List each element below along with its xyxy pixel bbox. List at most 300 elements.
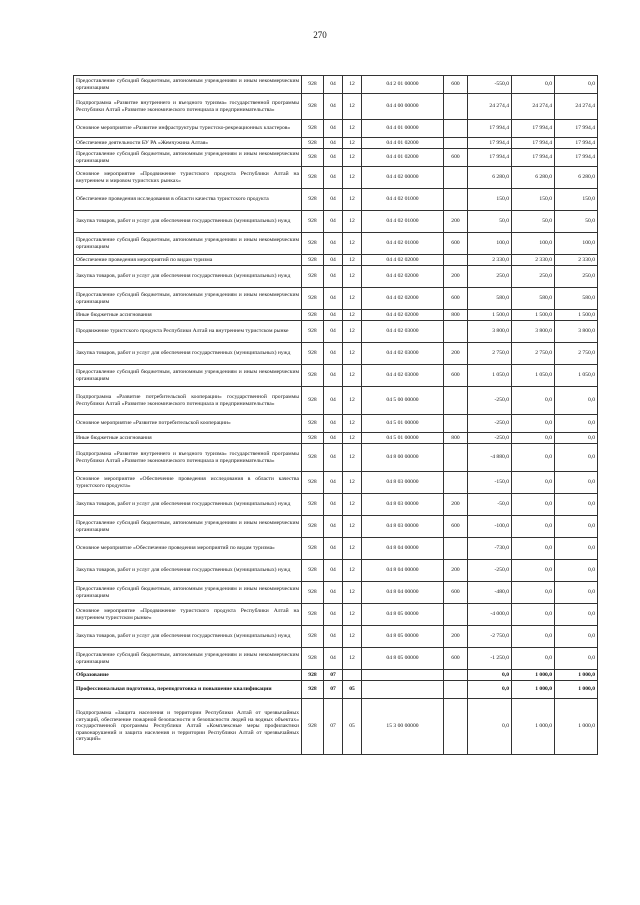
row-subsection-code: 12	[343, 648, 362, 670]
row-section-code: 04	[324, 494, 343, 516]
row-amount-year-2: 250,0	[512, 266, 555, 288]
row-subsection-code: 12	[343, 538, 362, 560]
row-section-code: 04	[324, 120, 343, 138]
row-expense-type-code	[444, 189, 468, 211]
row-ministry-code: 928	[302, 288, 324, 310]
row-subsection-code: 05	[343, 699, 362, 755]
row-expense-type-code: 800	[444, 433, 468, 444]
row-expense-type-code	[444, 604, 468, 626]
row-target-article-code: 04 4 01 00000	[362, 120, 444, 138]
table-row	[74, 288, 598, 310]
row-target-article-code: 04 8 03 00000	[362, 494, 444, 516]
table-row	[74, 255, 598, 266]
row-amount-year-1: -100,0	[468, 516, 512, 538]
row-section-code: 07	[324, 681, 343, 699]
row-section-code: 04	[324, 516, 343, 538]
row-ministry-code: 928	[302, 233, 324, 255]
row-description: Образование	[74, 670, 302, 681]
row-target-article-code: 04 4 02 00000	[362, 167, 444, 189]
table-row	[74, 472, 598, 494]
row-amount-year-1: -250,0	[468, 387, 512, 415]
row-expense-type-code: 200	[444, 494, 468, 516]
row-ministry-code: 928	[302, 415, 324, 433]
row-amount-year-1: -550,0	[468, 76, 512, 94]
row-ministry-code: 928	[302, 433, 324, 444]
row-subsection-code: 12	[343, 167, 362, 189]
row-expense-type-code: 600	[444, 648, 468, 670]
row-target-article-code: 04 4 02 01000	[362, 233, 444, 255]
row-amount-year-3: 1 050,0	[555, 365, 598, 387]
row-subsection-code: 12	[343, 516, 362, 538]
table-row	[74, 433, 598, 444]
table-row	[74, 189, 598, 211]
row-amount-year-2: 6 280,0	[512, 167, 555, 189]
row-section-code: 07	[324, 670, 343, 681]
row-target-article-code: 04 4 02 01000	[362, 189, 444, 211]
row-subsection-code: 12	[343, 494, 362, 516]
row-target-article-code	[362, 681, 444, 699]
row-amount-year-1: 2 330,0	[468, 255, 512, 266]
row-description: Закупка товаров, работ и услуг для обеспечения государственных (муниципальных) нужд	[74, 626, 302, 648]
table-row	[74, 310, 598, 321]
row-amount-year-3: 100,0	[555, 233, 598, 255]
row-section-code: 07	[324, 699, 343, 755]
row-target-article-code: 04 5 01 00000	[362, 415, 444, 433]
row-target-article-code: 04 4 02 01000	[362, 211, 444, 233]
row-target-article-code: 04 4 01 02000	[362, 138, 444, 149]
row-target-article-code: 04 4 02 03000	[362, 365, 444, 387]
row-amount-year-2: 150,0	[512, 189, 555, 211]
row-subsection-code: 12	[343, 266, 362, 288]
row-subsection-code: 12	[343, 626, 362, 648]
table-row	[74, 138, 598, 149]
table-row	[74, 94, 598, 120]
row-ministry-code: 928	[302, 321, 324, 343]
row-description: Закупка товаров, работ и услуг для обеспечения государственных (муниципальных) нужд	[74, 266, 302, 288]
row-section-code: 04	[324, 310, 343, 321]
row-amount-year-3: 0,0	[555, 76, 598, 94]
row-amount-year-2: 24 274,4	[512, 94, 555, 120]
row-expense-type-code	[444, 255, 468, 266]
row-amount-year-2: 0,0	[512, 538, 555, 560]
table-row	[74, 149, 598, 167]
row-description: Предоставление субсидий бюджетным, автономным учреждениям и иным некоммерческим организациям	[74, 288, 302, 310]
row-section-code: 04	[324, 343, 343, 365]
row-section-code: 04	[324, 472, 343, 494]
row-amount-year-2: 0,0	[512, 582, 555, 604]
row-description: Предоставление субсидий бюджетным, автономным учреждениям и иным некоммерческим организациям	[74, 365, 302, 387]
row-amount-year-2: 580,0	[512, 288, 555, 310]
row-amount-year-2: 17 994,4	[512, 120, 555, 138]
row-description: Подпрограмма «Развитие внутреннего и въездного туризма» государственной программы Республики Алтай «Развитие экономического потенциала и предпринимательства»	[74, 444, 302, 472]
row-ministry-code: 928	[302, 76, 324, 94]
row-amount-year-3: 1 500,0	[555, 310, 598, 321]
row-amount-year-2: 2 750,0	[512, 343, 555, 365]
row-amount-year-1: 1 500,0	[468, 310, 512, 321]
row-subsection-code: 12	[343, 76, 362, 94]
row-target-article-code: 04 5 00 00000	[362, 387, 444, 415]
row-subsection-code: 12	[343, 138, 362, 149]
row-expense-type-code: 200	[444, 626, 468, 648]
row-expense-type-code: 600	[444, 149, 468, 167]
row-expense-type-code: 800	[444, 310, 468, 321]
row-amount-year-2: 1 500,0	[512, 310, 555, 321]
row-amount-year-3: 0,0	[555, 560, 598, 582]
row-amount-year-2: 0,0	[512, 648, 555, 670]
table-row	[74, 415, 598, 433]
row-target-article-code: 04 4 00 00000	[362, 94, 444, 120]
row-expense-type-code: 200	[444, 343, 468, 365]
row-amount-year-2: 0,0	[512, 444, 555, 472]
row-subsection-code: 12	[343, 310, 362, 321]
row-amount-year-3: 0,0	[555, 444, 598, 472]
row-section-code: 04	[324, 211, 343, 233]
row-subsection-code: 12	[343, 233, 362, 255]
row-amount-year-3: 0,0	[555, 433, 598, 444]
row-ministry-code: 928	[302, 670, 324, 681]
row-subsection-code: 12	[343, 560, 362, 582]
row-amount-year-2: 0,0	[512, 76, 555, 94]
page-number: 270	[313, 30, 327, 40]
row-amount-year-2: 3 800,0	[512, 321, 555, 343]
row-section-code: 04	[324, 149, 343, 167]
row-target-article-code: 04 8 00 00000	[362, 444, 444, 472]
row-description: Подпрограмма «Развитие потребительской кооперации» государственной программы Республики Алтай «Развитие экономического потенциала и предпринимательства»	[74, 387, 302, 415]
row-amount-year-3: 580,0	[555, 288, 598, 310]
row-amount-year-2: 100,0	[512, 233, 555, 255]
table-row	[74, 681, 598, 699]
row-section-code: 04	[324, 626, 343, 648]
row-ministry-code: 928	[302, 310, 324, 321]
row-section-code: 04	[324, 138, 343, 149]
table-row	[74, 387, 598, 415]
row-amount-year-1: 0,0	[468, 681, 512, 699]
row-ministry-code: 928	[302, 604, 324, 626]
table-row	[74, 321, 598, 343]
row-amount-year-3: 0,0	[555, 582, 598, 604]
row-target-article-code: 04 4 01 02000	[362, 149, 444, 167]
row-expense-type-code	[444, 94, 468, 120]
row-target-article-code: 04 4 02 03000	[362, 321, 444, 343]
row-amount-year-3: 17 994,4	[555, 149, 598, 167]
row-amount-year-3: 6 280,0	[555, 167, 598, 189]
row-expense-type-code: 200	[444, 211, 468, 233]
row-section-code: 04	[324, 387, 343, 415]
row-amount-year-1: 0,0	[468, 699, 512, 755]
row-expense-type-code	[444, 120, 468, 138]
table-row	[74, 266, 598, 288]
row-section-code: 04	[324, 167, 343, 189]
row-section-code: 04	[324, 604, 343, 626]
table-row	[74, 670, 598, 681]
row-description: Закупка товаров, работ и услуг для обеспечения государственных (муниципальных) нужд	[74, 494, 302, 516]
row-ministry-code: 928	[302, 343, 324, 365]
row-amount-year-3: 24 274,4	[555, 94, 598, 120]
row-amount-year-1: -50,0	[468, 494, 512, 516]
row-amount-year-1: 100,0	[468, 233, 512, 255]
row-subsection-code: 12	[343, 94, 362, 120]
row-expense-type-code	[444, 538, 468, 560]
row-ministry-code: 928	[302, 494, 324, 516]
row-expense-type-code	[444, 321, 468, 343]
row-description: Обеспечение проведения исследования в области качества туристского продукта	[74, 189, 302, 211]
row-amount-year-3: 17 994,4	[555, 120, 598, 138]
row-ministry-code: 928	[302, 472, 324, 494]
row-description: Иные бюджетные ассигнования	[74, 433, 302, 444]
row-description: Иные бюджетные ассигнования	[74, 310, 302, 321]
row-description: Подпрограмма «Развитие внутреннего и въездного туризма» государственной программы Республики Алтай «Развитие экономического потенциала и предпринимательства»	[74, 94, 302, 120]
row-amount-year-2: 0,0	[512, 494, 555, 516]
row-ministry-code: 928	[302, 582, 324, 604]
row-subsection-code: 12	[343, 444, 362, 472]
row-target-article-code: 04 8 03 00000	[362, 472, 444, 494]
row-ministry-code: 928	[302, 167, 324, 189]
row-ministry-code: 928	[302, 538, 324, 560]
row-amount-year-2: 0,0	[512, 433, 555, 444]
row-ministry-code: 928	[302, 266, 324, 288]
row-subsection-code: 12	[343, 582, 362, 604]
row-section-code: 04	[324, 189, 343, 211]
table-row	[74, 560, 598, 582]
row-target-article-code: 04 4 02 02000	[362, 266, 444, 288]
row-ministry-code: 928	[302, 699, 324, 755]
row-amount-year-2: 17 994,4	[512, 149, 555, 167]
row-target-article-code: 04 8 04 00000	[362, 538, 444, 560]
row-ministry-code: 928	[302, 444, 324, 472]
row-amount-year-1: 150,0	[468, 189, 512, 211]
row-section-code: 04	[324, 266, 343, 288]
row-target-article-code: 04 8 04 00000	[362, 582, 444, 604]
row-amount-year-3: 50,0	[555, 211, 598, 233]
row-description: Предоставление субсидий бюджетным, автономным учреждениям и иным некоммерческим организациям	[74, 516, 302, 538]
row-description: Основное мероприятие «Развитие потребительской кооперации»	[74, 415, 302, 433]
row-subsection-code: 12	[343, 387, 362, 415]
row-amount-year-3: 0,0	[555, 472, 598, 494]
row-target-article-code: 04 4 02 02000	[362, 255, 444, 266]
row-target-article-code: 04 2 01 00000	[362, 76, 444, 94]
row-amount-year-1: 3 800,0	[468, 321, 512, 343]
table-row	[74, 76, 598, 94]
table-row	[74, 444, 598, 472]
row-section-code: 04	[324, 255, 343, 266]
row-amount-year-2: 0,0	[512, 560, 555, 582]
row-section-code: 04	[324, 648, 343, 670]
row-expense-type-code	[444, 415, 468, 433]
row-expense-type-code: 600	[444, 233, 468, 255]
row-amount-year-2: 17 994,4	[512, 138, 555, 149]
table-row	[74, 120, 598, 138]
row-subsection-code	[343, 670, 362, 681]
row-amount-year-3: 150,0	[555, 189, 598, 211]
row-amount-year-2: 0,0	[512, 604, 555, 626]
row-expense-type-code	[444, 670, 468, 681]
row-ministry-code: 928	[302, 387, 324, 415]
row-amount-year-2: 1 050,0	[512, 365, 555, 387]
row-expense-type-code	[444, 444, 468, 472]
row-amount-year-2: 2 330,0	[512, 255, 555, 266]
row-description: Основное мероприятие «Продвижение туристского продукта Республики Алтай на внутреннем туристском рынке»	[74, 604, 302, 626]
row-amount-year-3: 0,0	[555, 516, 598, 538]
row-expense-type-code	[444, 472, 468, 494]
row-amount-year-1: 50,0	[468, 211, 512, 233]
table-row	[74, 494, 598, 516]
row-description: Закупка товаров, работ и услуг для обеспечения государственных (муниципальных) нужд	[74, 211, 302, 233]
row-description: Обеспечение проведения мероприятий по видам туризма	[74, 255, 302, 266]
row-ministry-code: 928	[302, 560, 324, 582]
row-ministry-code: 928	[302, 149, 324, 167]
row-subsection-code: 12	[343, 189, 362, 211]
row-section-code: 04	[324, 94, 343, 120]
row-amount-year-2: 50,0	[512, 211, 555, 233]
row-section-code: 04	[324, 582, 343, 604]
row-amount-year-3: 2 750,0	[555, 343, 598, 365]
row-description: Основное мероприятие «Обеспечение проведения мероприятий по видам туризма»	[74, 538, 302, 560]
row-amount-year-3: 1 000,0	[555, 699, 598, 755]
row-subsection-code: 12	[343, 149, 362, 167]
row-expense-type-code	[444, 699, 468, 755]
row-subsection-code: 12	[343, 433, 362, 444]
row-target-article-code: 04 8 04 00000	[362, 560, 444, 582]
row-ministry-code: 928	[302, 255, 324, 266]
row-ministry-code: 928	[302, 211, 324, 233]
row-amount-year-1: 17 994,4	[468, 120, 512, 138]
row-subsection-code: 12	[343, 365, 362, 387]
row-subsection-code: 12	[343, 472, 362, 494]
row-description: Продвижение туристского продукта Республики Алтай на внутреннем туристском рынке	[74, 321, 302, 343]
row-description: Основное мероприятие «Продвижение туристского продукта Республики Алтай на внутреннем и мировом туристских рынках»	[74, 167, 302, 189]
row-expense-type-code	[444, 138, 468, 149]
row-section-code: 04	[324, 415, 343, 433]
row-ministry-code: 928	[302, 189, 324, 211]
row-expense-type-code: 200	[444, 266, 468, 288]
row-description: Основное мероприятие «Развитие инфраструктуры туристско-рекреационных кластеров»	[74, 120, 302, 138]
row-target-article-code: 04 8 05 00000	[362, 648, 444, 670]
row-expense-type-code: 600	[444, 365, 468, 387]
row-amount-year-3: 0,0	[555, 415, 598, 433]
row-amount-year-2: 0,0	[512, 415, 555, 433]
row-description: Предоставление субсидий бюджетным, автономным учреждениям и иным некоммерческим организациям	[74, 648, 302, 670]
row-amount-year-1: 24 274,4	[468, 94, 512, 120]
row-subsection-code: 12	[343, 604, 362, 626]
row-section-code: 04	[324, 233, 343, 255]
row-description: Закупка товаров, работ и услуг для обеспечения государственных (муниципальных) нужд	[74, 343, 302, 365]
row-section-code: 04	[324, 321, 343, 343]
row-expense-type-code	[444, 167, 468, 189]
table-row	[74, 538, 598, 560]
row-section-code: 04	[324, 433, 343, 444]
row-subsection-code: 12	[343, 255, 362, 266]
row-amount-year-3: 0,0	[555, 626, 598, 648]
row-amount-year-2: 0,0	[512, 626, 555, 648]
row-target-article-code	[362, 670, 444, 681]
row-ministry-code: 928	[302, 626, 324, 648]
table-row	[74, 233, 598, 255]
row-ministry-code: 928	[302, 365, 324, 387]
row-expense-type-code: 600	[444, 516, 468, 538]
row-amount-year-1: 17 994,4	[468, 138, 512, 149]
row-subsection-code: 12	[343, 120, 362, 138]
row-target-article-code: 04 8 05 00000	[362, 626, 444, 648]
row-ministry-code: 928	[302, 648, 324, 670]
row-description: Предоставление субсидий бюджетным, автономным учреждениям и иным некоммерческим организациям	[74, 76, 302, 94]
row-subsection-code: 12	[343, 343, 362, 365]
row-description: Предоставление субсидий бюджетным, автономным учреждениям и иным некоммерческим организациям	[74, 149, 302, 167]
row-amount-year-2: 0,0	[512, 472, 555, 494]
row-amount-year-1: -250,0	[468, 415, 512, 433]
row-amount-year-3: 2 330,0	[555, 255, 598, 266]
row-amount-year-1: 580,0	[468, 288, 512, 310]
table-row	[74, 604, 598, 626]
row-amount-year-3: 1 000,0	[555, 670, 598, 681]
row-section-code: 04	[324, 365, 343, 387]
row-amount-year-1: -150,0	[468, 472, 512, 494]
row-amount-year-3: 1 000,0	[555, 681, 598, 699]
row-amount-year-2: 1 000,0	[512, 681, 555, 699]
row-amount-year-3: 17 994,4	[555, 138, 598, 149]
table-row	[74, 211, 598, 233]
row-target-article-code: 04 8 05 00000	[362, 604, 444, 626]
row-section-code: 04	[324, 560, 343, 582]
row-amount-year-1: -480,0	[468, 582, 512, 604]
row-amount-year-3: 250,0	[555, 266, 598, 288]
row-amount-year-1: -250,0	[468, 433, 512, 444]
row-amount-year-2: 1 000,0	[512, 699, 555, 755]
row-amount-year-1: 6 280,0	[468, 167, 512, 189]
row-section-code: 04	[324, 538, 343, 560]
row-target-article-code: 04 4 02 02000	[362, 288, 444, 310]
row-target-article-code: 04 8 03 00000	[362, 516, 444, 538]
row-amount-year-1: -4 000,0	[468, 604, 512, 626]
row-amount-year-3: 0,0	[555, 494, 598, 516]
row-expense-type-code: 600	[444, 288, 468, 310]
table-row	[74, 343, 598, 365]
budget-table-body	[74, 76, 598, 755]
row-ministry-code: 928	[302, 94, 324, 120]
row-expense-type-code	[444, 681, 468, 699]
table-row	[74, 648, 598, 670]
row-amount-year-1: 0,0	[468, 670, 512, 681]
row-amount-year-1: 2 750,0	[468, 343, 512, 365]
row-amount-year-2: 1 000,0	[512, 670, 555, 681]
table-row	[74, 365, 598, 387]
row-section-code: 04	[324, 444, 343, 472]
row-amount-year-3: 0,0	[555, 604, 598, 626]
table-row	[74, 167, 598, 189]
row-ministry-code: 928	[302, 681, 324, 699]
row-amount-year-1: 250,0	[468, 266, 512, 288]
budget-table	[73, 75, 598, 755]
row-amount-year-1: -730,0	[468, 538, 512, 560]
row-expense-type-code: 200	[444, 560, 468, 582]
row-amount-year-3: 0,0	[555, 538, 598, 560]
row-amount-year-1: -250,0	[468, 560, 512, 582]
row-amount-year-3: 3 800,0	[555, 321, 598, 343]
row-description: Закупка товаров, работ и услуг для обеспечения государственных (муниципальных) нужд	[74, 560, 302, 582]
row-expense-type-code: 600	[444, 582, 468, 604]
row-amount-year-1: 1 050,0	[468, 365, 512, 387]
row-subsection-code: 12	[343, 321, 362, 343]
row-subsection-code: 12	[343, 288, 362, 310]
row-target-article-code: 15 3 00 00000	[362, 699, 444, 755]
row-description: Профессиональная подготовка, переподготовка и повышение квалификации	[74, 681, 302, 699]
row-ministry-code: 928	[302, 138, 324, 149]
row-amount-year-1: -4 880,0	[468, 444, 512, 472]
row-subsection-code: 12	[343, 211, 362, 233]
row-section-code: 04	[324, 288, 343, 310]
table-row	[74, 516, 598, 538]
row-amount-year-3: 0,0	[555, 648, 598, 670]
table-row	[74, 699, 598, 755]
